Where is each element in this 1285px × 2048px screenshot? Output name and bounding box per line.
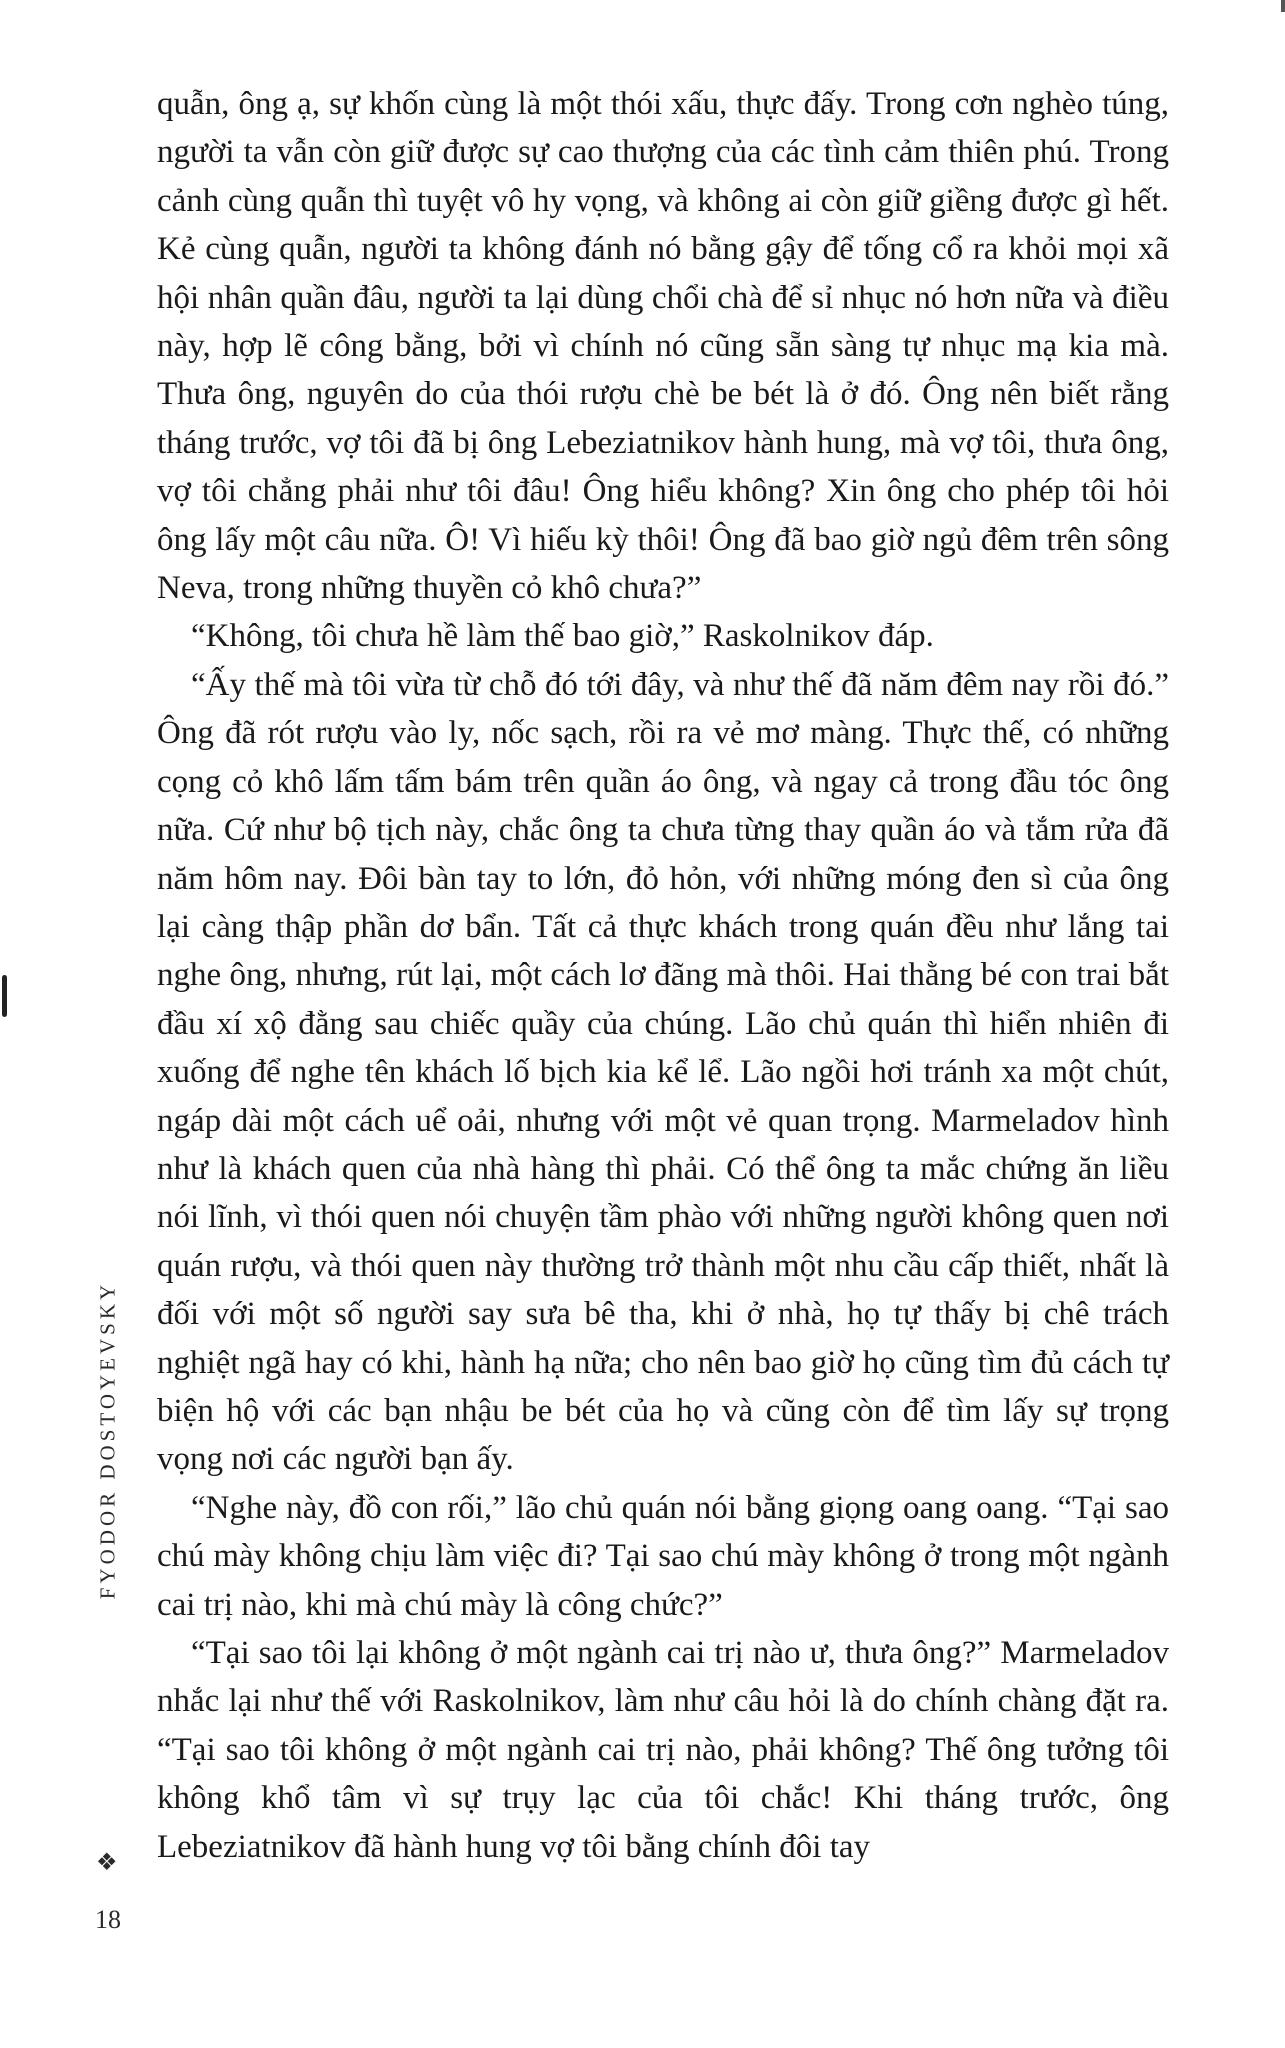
body-text — [157, 80, 1169, 1871]
edge-mark — [1281, 0, 1285, 12]
paragraph: “Tại sao tôi lại không ở một ngành cai trị nào ư, thưa ông?” Marmeladov nhắc lại như thế với Raskolnikov, làm như câu hỏi là do chính chàng đặt ra. “Tại sao tôi không ở một ngành cai trị nào, phải không? Thế ông tưởng tôi không khổ tâm vì sự trụy lạc của tôi chắc! Khi tháng trước, ông Lebeziatnikov đã hành hung vợ tôi bằng chính đôi tay — [157, 1635, 1169, 1865]
edge-mark — [2, 975, 7, 1017]
paragraph: “Không, tôi chưa hề làm thế bao giờ,” Raskolnikov đáp. — [191, 618, 934, 655]
page-number: 18 — [95, 1905, 121, 1934]
paragraph: “Ấy thế mà tôi vừa từ chỗ đó tới đây, và như thế đã năm đêm nay rồi đó.” Ông đã rót rượu vào ly, nốc sạch, rồi ra vẻ mơ màng. Thực thế, có những cọng cỏ khô lấm tấm bám trên quần áo ông, và ngay cả trong đầu tóc ông nữa. Cứ như bộ tịch này, chắc ông ta chưa từng thay quần áo và tắm rửa đã năm hôm nay. Đôi bàn tay to lớn, đỏ hỏn, với những móng đen sì của ông lại càng thập phần dơ bẩn. Tất cả thực khách trong quán đều như lắng tai nghe ông, nhưng, rút lại, một cách lơ đãng mà thôi. Hai thằng bé con trai bắt đầu xí xộ đằng sau chiếc quầy của chúng. Lão chủ quán thì hiển nhiên đi xuống để nghe tên khách lố bịch kia kể lể. Lão ngồi hơi tránh xa một chút, ngáp dài một cách uể oải, nhưng với một vẻ quan trọng. Marmeladov hình như là khách quen của nhà hàng thì phải. Có thể ông ta mắc chứng ăn liều nói lĩnh, vì thói quen nói chuyện tầm phào với những người không quen nơi quán rượu, và thói quen này thường trở thành một nhu cầu cấp thiết, nhất là đối với một số người say sưa bê tha, khi ở nhà, họ tự thấy bị chê trách nghiệt ngã hay có khi, hành hạ nữa; cho nên bao giờ họ cũng tìm đủ cách tự biện hộ với các bạn nhậu be bét của họ và cũng còn để tìm lấy sự trọng vọng nơi các người bạn ấy. — [157, 666, 1169, 1478]
paragraph: quẫn, ông ạ, sự khốn cùng là một thói xấu, thực đấy. Trong cơn nghèo túng, người ta vẫn còn giữ được sự cao thượng của các tình cảm thiên phú. Trong cảnh cùng quẫn thì tuyệt vô hy vọng, và không ai còn giữ giềng được gì hết. Kẻ cùng quẫn, người ta không đánh nó bằng gậy để tống cổ ra khỏi mọi xã hội nhân quần đâu, người ta lại dùng chổi chà để sỉ nhục nó hơn nữa và điều này, hợp lẽ công bằng, bởi vì chính nó cũng sẵn sàng tự nhục mạ kia mà. Thưa ông, nguyên do của thói rượu chè be bét là ở đó. Ông nên biết rằng tháng trước, vợ tôi đã bị ông Lebeziatnikov hành hung, mà vợ tôi, thưa ông, vợ tôi chẳng phải như tôi đâu! Ông hiểu không? Xin ông cho phép tôi hỏi ông lấy một câu nữa. Ô! Vì hiếu kỳ thôi! Ông đã bao giờ ngủ đêm trên sông Neva, trong những thuyền cỏ khô chưa?” — [157, 86, 1169, 607]
running-author: FYODOR DOSTOYEVSKY — [95, 1280, 120, 1600]
paragraph: “Nghe này, đồ con rối,” lão chủ quán nói bằng giọng oang oang. “Tại sao chú mày không chịu làm việc đi? Tại sao chú mày không ở trong một ngành cai trị nào, khi mà chú mày là công chức?” — [157, 1489, 1169, 1623]
ornament-icon: ❖ — [96, 1850, 118, 1876]
